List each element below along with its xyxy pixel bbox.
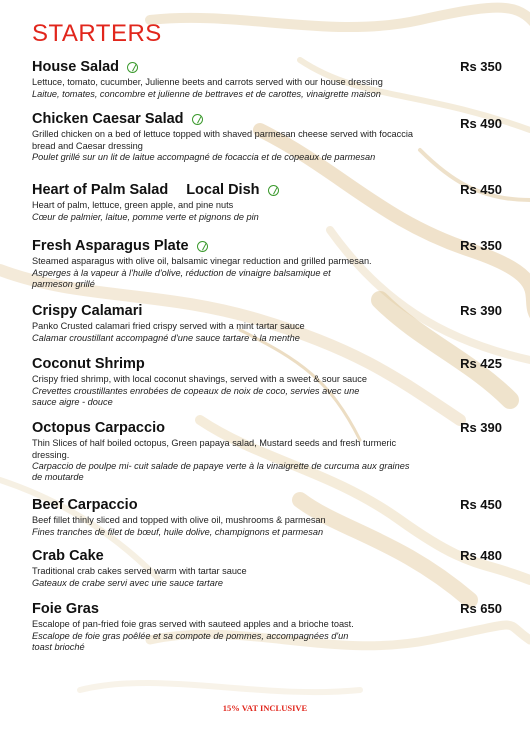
menu-item: [32, 547, 502, 589]
dish-description-french: Poulet grillé sur un lit de laitue accompagné de focaccia et de copeaux de parmesan: [32, 152, 376, 162]
vegetarian-icon: [127, 62, 138, 73]
dish-description-french: Asperges à la vapeur à l'huile d'olive, réduction de vinaigre balsamique et parmeson grillé: [32, 267, 331, 289]
dish-description-french: Calamar croustillant accompagné d'une sauce tartare à la menthe: [32, 332, 300, 343]
dish-price: Rs 390: [460, 420, 502, 435]
dish-description: Thin Slices of half boiled octopus, Green papaya salad, Mustard seeds and fresh turmeric dressing.: [32, 438, 397, 460]
dish-description: Traditional crab cakes served warm with tartar sauce: [32, 566, 247, 576]
dish-price: Rs 350: [460, 238, 502, 253]
dish-description: Beef fillet thinly sliced and topped with olive oil, mushrooms & parmesan: [32, 515, 326, 525]
dish-description: Steamed asparagus with olive oil, balsamic vinegar reduction and grilled parmesan.: [32, 256, 372, 266]
menu-item: [32, 302, 502, 344]
dish-name: Foie Gras: [32, 601, 99, 617]
dish-name: Chicken Caesar Salad: [32, 111, 184, 127]
dish-name: Heart of Palm Salad: [32, 182, 169, 198]
menu-item: [32, 237, 502, 290]
dish-price: Rs 350: [460, 59, 502, 74]
dish-description-french: Fines tranches de filet de bœuf, huile dolive, champignons et parmesan: [32, 526, 324, 537]
dish-price: Rs 390: [460, 303, 502, 318]
dish-price: Rs 450: [460, 182, 502, 197]
dish-description-french: Crevettes croustillantes enrobées de copeaux de noix de coco, servies avec une sauce aigre - douce: [32, 385, 360, 407]
dish-description: Heart of palm, lettuce, green apple, and pine nuts: [32, 200, 234, 210]
dish-name: Crispy Calamari: [32, 303, 143, 319]
menu-item: [32, 600, 502, 653]
dish-description-french: Laitue, tomates, concombre et julienne de bettraves et de carottes, vinaigrette maison: [32, 88, 381, 99]
local-dish-tag: Local Dish: [186, 182, 260, 198]
dish-description-french: Carpaccio de poulpe mi- cuit salade de papaye verte à la vinaigrette de curcuma aux graines de moutarde: [32, 461, 410, 482]
dish-price: Rs 450: [460, 497, 502, 512]
section-heading: STARTERS: [32, 20, 162, 47]
dish-description-french: Gateaux de crabe servi avec une sauce tartare: [32, 577, 224, 588]
dish-name: Fresh Asparagus Plate: [32, 238, 189, 254]
menu-item: [32, 496, 502, 538]
dish-price: Rs 490: [460, 116, 502, 131]
vegetarian-icon: [192, 114, 203, 125]
dish-description: Crispy fried shrimp, with local coconut shavings, served with a sweet & sour sauce: [32, 374, 367, 384]
dish-name: Octopus Carpaccio: [32, 420, 165, 436]
menu-item: [32, 355, 502, 408]
dish-price: Rs 425: [460, 356, 502, 371]
vegetarian-icon: [268, 185, 279, 196]
dish-name: Crab Cake: [32, 548, 104, 564]
menu-item: [32, 419, 502, 483]
dish-price: Rs 650: [460, 601, 502, 616]
dish-description: Escalope of pan-fried foie gras served with sauteed apples and a brioche toast.: [32, 619, 354, 629]
vat-note: 15% VAT INCLUSIVE: [222, 703, 308, 713]
dish-description: Lettuce, tomato, cucumber, Julienne beets and carrots served with our house dressing: [32, 77, 383, 87]
menu-item: [32, 58, 502, 100]
dish-name: Beef Carpaccio: [32, 497, 138, 513]
dish-price: Rs 480: [460, 548, 502, 563]
vegetarian-icon: [197, 241, 208, 252]
dish-description-french: Escalope de foie gras poêlée et sa compote de pommes, accompagnées d'un toast brioché: [32, 630, 349, 652]
dish-description: Grilled chicken on a bed of lettuce topped with shaved parmesan cheese served with focaccia bread and Caesar dressing: [32, 129, 413, 151]
menu-item: [32, 110, 502, 163]
dish-name: Coconut Shrimp: [32, 356, 145, 372]
dish-name: House Salad: [32, 59, 120, 75]
dish-description: Panko Crusted calamari fried crispy served with a mint tartar sauce: [32, 321, 305, 331]
menu-item: [32, 181, 502, 223]
dish-description-french: Cœur de palmier, laitue, pomme verte et pignons de pin: [32, 211, 259, 222]
